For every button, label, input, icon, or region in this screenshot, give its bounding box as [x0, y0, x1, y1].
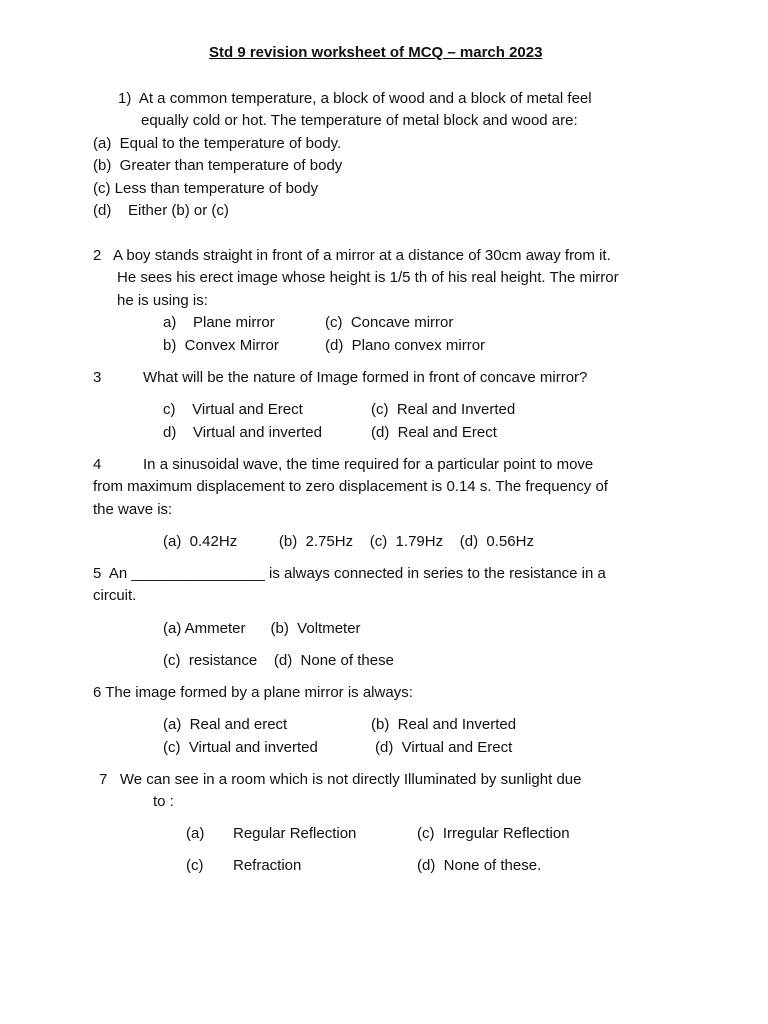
q2-option-b: b) Convex Mirror: [163, 337, 279, 354]
q2-option-a: a) Plane mirror: [163, 314, 275, 331]
q3-option-c-right: (c) Real and Inverted: [371, 401, 516, 418]
q6-option-d: (d) Virtual and Erect: [375, 739, 513, 756]
q2-option-d: (d) Plano convex mirror: [325, 337, 486, 354]
q7-option-c-label: (c): [186, 857, 204, 874]
q5-options-cd: (c) resistance (d) None of these: [163, 652, 394, 669]
q2-option-c: (c) Concave mirror: [325, 314, 454, 331]
q6-line1: 6 The image formed by a plane mirror is always:: [93, 684, 413, 701]
q7-option-d: (d) None of these.: [417, 857, 542, 874]
q7-line2: to :: [153, 793, 174, 810]
q3-option-d-left: d) Virtual and inverted: [163, 424, 322, 441]
q1-line2: equally cold or hot. The temperature of metal block and wood are:: [141, 112, 578, 129]
q6-option-c: (c) Virtual and inverted: [163, 739, 318, 756]
q1-option-c: (c) Less than temperature of body: [93, 180, 319, 197]
q5-line2: circuit.: [93, 587, 137, 604]
q4-options: (a) 0.42Hz (b) 2.75Hz (c) 1.79Hz (d) 0.56Hz: [163, 533, 534, 550]
q2-line3: he is using is:: [117, 292, 208, 309]
q5-options-ab: (a) Ammeter (b) Voltmeter: [163, 620, 361, 637]
q2-line1: 2 A boy stands straight in front of a mirror at a distance of 30cm away from it.: [93, 247, 611, 264]
q7-option-a-text: Regular Reflection: [233, 825, 357, 842]
q3-option-d-right: (d) Real and Erect: [371, 424, 497, 441]
q3-line1: 3 What will be the nature of Image formed in front of concave mirror?: [93, 369, 588, 386]
q7-option-c-right: (c) Irregular Reflection: [417, 825, 570, 842]
q4-line1: 4 In a sinusoidal wave, the time required for a particular point to move: [93, 456, 594, 473]
q1-option-b: (b) Greater than temperature of body: [93, 157, 343, 174]
worksheet-title: Std 9 revision worksheet of MCQ – march 2023: [209, 44, 543, 61]
q6-option-b: (b) Real and Inverted: [371, 716, 517, 733]
q7-option-a-label: (a): [186, 825, 205, 842]
q6-option-a: (a) Real and erect: [163, 716, 288, 733]
q1-option-d: (d) Either (b) or (c): [93, 202, 229, 219]
q5-line1: 5 An ________________ is always connected in series to the resistance in a: [93, 565, 606, 582]
q4-line2: from maximum displacement to zero displacement is 0.14 s. The frequency of: [93, 478, 608, 495]
q7-line1: 7 We can see in a room which is not directly Illuminated by sunlight due: [99, 771, 582, 788]
q1-line1: 1) At a common temperature, a block of wood and a block of metal feel: [118, 90, 592, 107]
q3-option-c-left: c) Virtual and Erect: [163, 401, 303, 418]
q1-option-a: (a) Equal to the temperature of body.: [93, 135, 342, 152]
q7-option-c-text: Refraction: [233, 857, 302, 874]
q2-line2: He sees his erect image whose height is 1/5 th of his real height. The mirror: [117, 269, 619, 286]
q4-line3: the wave is:: [93, 501, 173, 518]
